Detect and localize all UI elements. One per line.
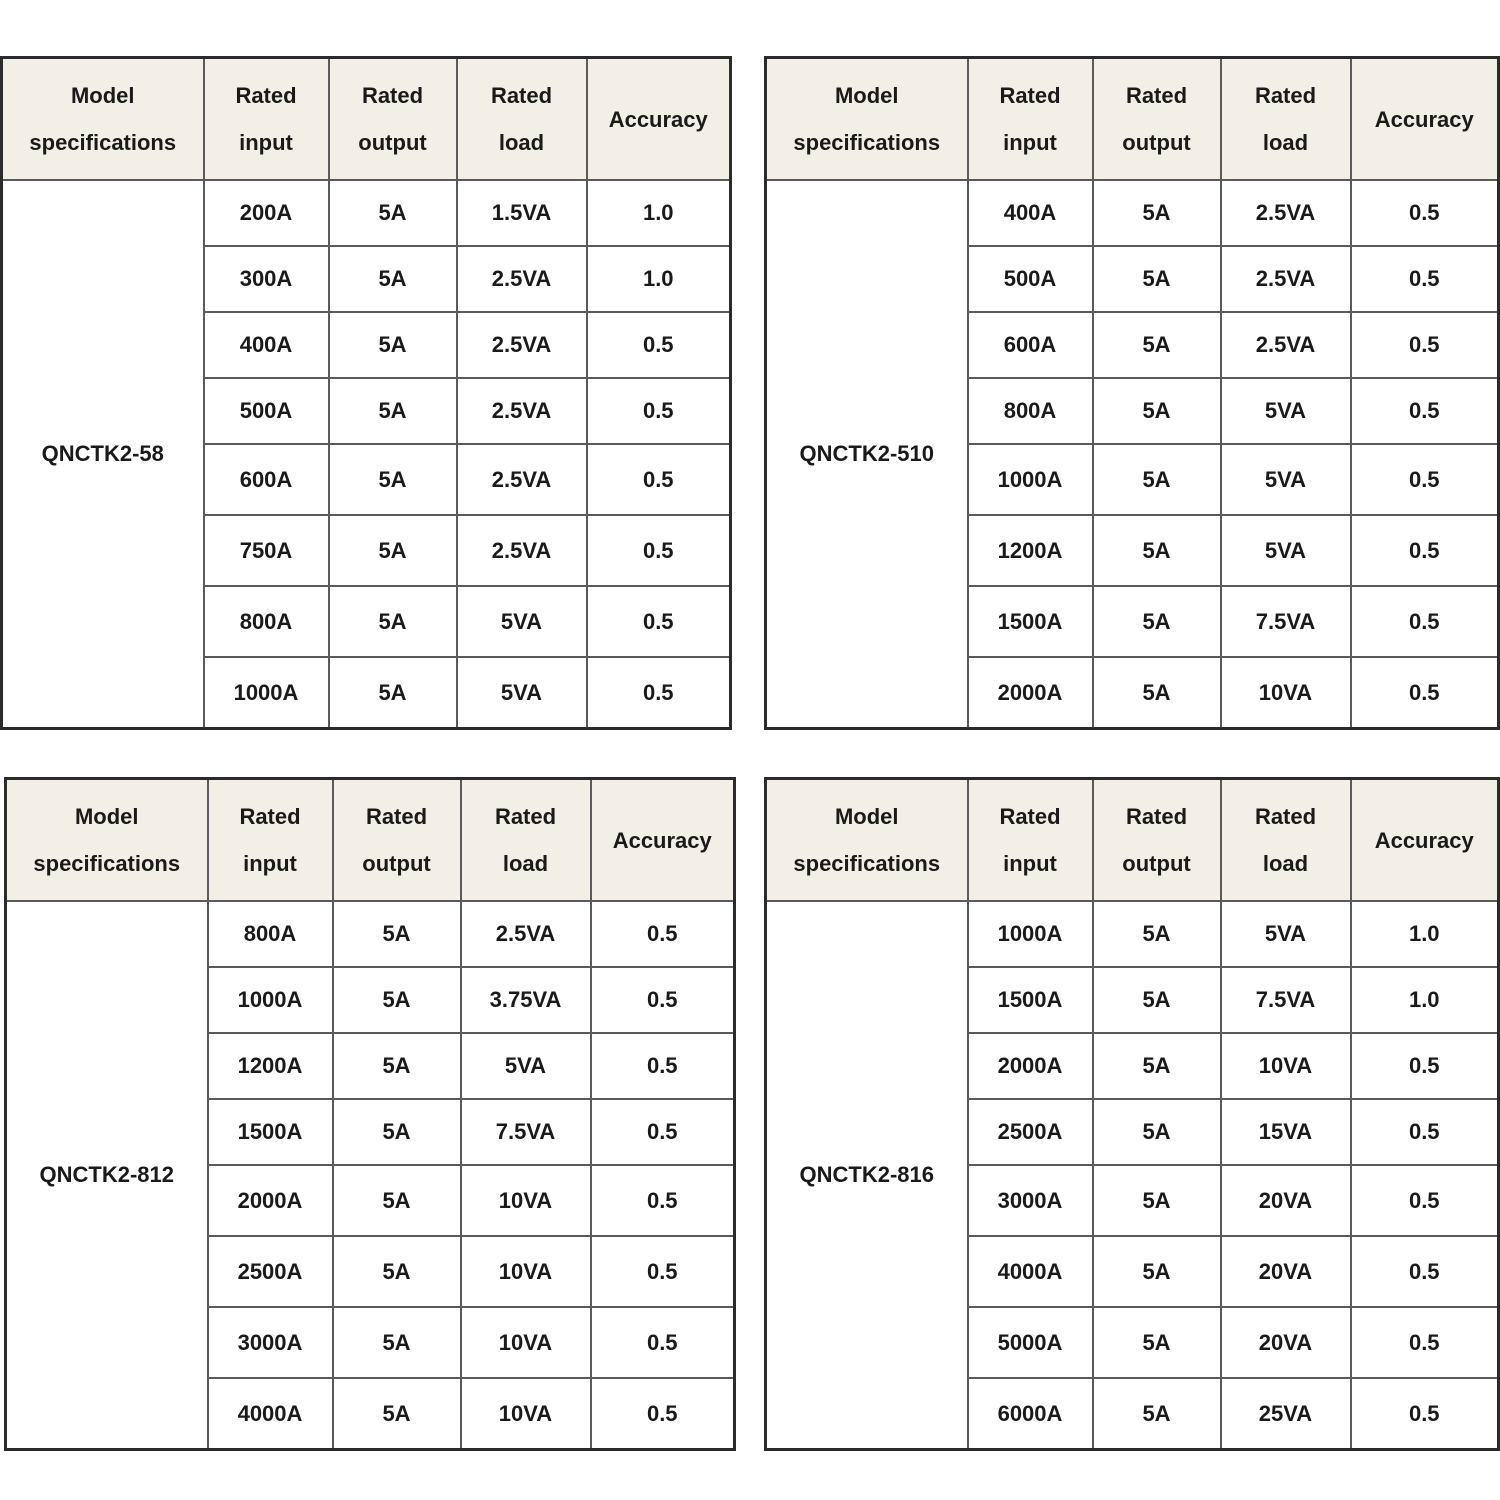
- header-rated-load: [461, 779, 591, 902]
- accuracy-cell: 0.5: [1351, 1099, 1499, 1165]
- spec-table: [764, 777, 1500, 1451]
- rated-output-cell: 5A: [333, 967, 461, 1033]
- rated-load-cell: 10VA: [461, 1165, 591, 1236]
- accuracy-cell: 0.5: [591, 1307, 735, 1378]
- accuracy-cell: 0.5: [587, 444, 731, 515]
- rated-load-cell: 2.5VA: [457, 444, 587, 515]
- rated-input-cell: 1500A: [208, 1099, 333, 1165]
- rated-input-cell: 1500A: [968, 967, 1093, 1033]
- rated-load-cell: 10VA: [1221, 657, 1351, 729]
- rated-load-cell: 20VA: [1221, 1165, 1351, 1236]
- header-model-line-2: specifications: [793, 130, 941, 155]
- rated-input-cell: 2000A: [208, 1165, 333, 1236]
- header-rated-output-line-2: output: [362, 851, 431, 876]
- rated-input-cell: 800A: [208, 901, 333, 967]
- header-model: [766, 58, 968, 181]
- header-rated-input-line-1: Rated: [999, 83, 1061, 108]
- header-rated-output-line-1: Rated: [1125, 804, 1188, 829]
- accuracy-cell: 0.5: [587, 378, 731, 444]
- rated-output-cell: 5A: [1093, 1236, 1221, 1307]
- rated-load-cell: 7.5VA: [1221, 586, 1351, 657]
- table-row: [6, 901, 735, 967]
- header-accuracy: [591, 779, 735, 902]
- header-model-line-1: Model: [834, 804, 899, 829]
- header-rated-load: [457, 58, 587, 181]
- rated-output-cell: 5A: [333, 1307, 461, 1378]
- accuracy-cell: 0.5: [1351, 586, 1499, 657]
- rated-output-cell: 5A: [1093, 1378, 1221, 1450]
- rated-load-cell: 5VA: [1221, 515, 1351, 586]
- rated-load-cell: 3.75VA: [461, 967, 591, 1033]
- rated-input-cell: 3000A: [208, 1307, 333, 1378]
- accuracy-cell: 0.5: [1351, 180, 1499, 246]
- header-row: [6, 779, 735, 902]
- rated-load-cell: 7.5VA: [461, 1099, 591, 1165]
- rated-load-cell: 2.5VA: [1221, 246, 1351, 312]
- accuracy-cell: 0.5: [1351, 1165, 1499, 1236]
- rated-input-cell: 600A: [204, 444, 329, 515]
- rated-input-cell: 1000A: [204, 657, 329, 729]
- rated-output-cell: 5A: [1093, 1033, 1221, 1099]
- header-rated-input-line-2: input: [1003, 851, 1057, 876]
- header-rated-output: [329, 58, 457, 181]
- rated-input-cell: 500A: [204, 378, 329, 444]
- rated-load-cell: 2.5VA: [457, 246, 587, 312]
- header-rated-output-line-1: Rated: [361, 83, 424, 108]
- rated-input-cell: 200A: [204, 180, 329, 246]
- accuracy-cell: 0.5: [1351, 312, 1499, 378]
- rated-output-cell: 5A: [1093, 378, 1221, 444]
- header-rated-load-line-1: Rated: [1254, 83, 1317, 108]
- rated-load-cell: 10VA: [461, 1378, 591, 1450]
- header-rated-input-line-2: input: [239, 130, 293, 155]
- rated-output-cell: 5A: [1093, 515, 1221, 586]
- rated-output-cell: 5A: [333, 1165, 461, 1236]
- model-name: QNCTK2-812: [6, 901, 208, 1450]
- accuracy-cell: 0.5: [591, 1033, 735, 1099]
- rated-load-cell: 20VA: [1221, 1236, 1351, 1307]
- rated-load-cell: 15VA: [1221, 1099, 1351, 1165]
- header-accuracy-line-1: Accuracy: [1374, 827, 1474, 853]
- rated-input-cell: 3000A: [968, 1165, 1093, 1236]
- rated-load-cell: 5VA: [457, 657, 587, 729]
- rated-input-cell: 800A: [968, 378, 1093, 444]
- rated-load-cell: 25VA: [1221, 1378, 1351, 1450]
- header-rated-output: [1093, 58, 1221, 181]
- header-row: [2, 58, 731, 181]
- rated-input-cell: 1200A: [968, 515, 1093, 586]
- header-rated-input-line-2: input: [243, 851, 297, 876]
- accuracy-cell: 1.0: [587, 180, 731, 246]
- header-rated-output-line-2: output: [1122, 851, 1191, 876]
- accuracy-cell: 0.5: [1351, 378, 1499, 444]
- rated-load-cell: 2.5VA: [461, 901, 591, 967]
- table-row: [766, 901, 1499, 967]
- rated-load-cell: 7.5VA: [1221, 967, 1351, 1033]
- rated-input-cell: 2500A: [968, 1099, 1093, 1165]
- rated-load-cell: 2.5VA: [1221, 180, 1351, 246]
- rated-output-cell: 5A: [1093, 1099, 1221, 1165]
- accuracy-cell: 0.5: [587, 657, 731, 729]
- header-accuracy: [1351, 58, 1499, 181]
- rated-output-cell: 5A: [329, 444, 457, 515]
- table-row: [2, 180, 731, 246]
- rated-output-cell: 5A: [1093, 312, 1221, 378]
- header-rated-output-line-2: output: [358, 130, 427, 155]
- rated-output-cell: 5A: [333, 901, 461, 967]
- spec-table: [0, 56, 732, 730]
- header-rated-output: [333, 779, 461, 902]
- rated-load-cell: 2.5VA: [457, 378, 587, 444]
- rated-load-cell: 5VA: [461, 1033, 591, 1099]
- rated-input-cell: 400A: [968, 180, 1093, 246]
- header-rated-load-line-2: load: [1262, 851, 1309, 876]
- accuracy-cell: 0.5: [1351, 246, 1499, 312]
- accuracy-cell: 0.5: [591, 901, 735, 967]
- rated-input-cell: 1500A: [968, 586, 1093, 657]
- header-rated-input-line-1: Rated: [235, 83, 297, 108]
- rated-output-cell: 5A: [1093, 901, 1221, 967]
- accuracy-cell: 0.5: [587, 515, 731, 586]
- header-rated-output-line-1: Rated: [365, 804, 428, 829]
- accuracy-cell: 0.5: [1351, 444, 1499, 515]
- rated-input-cell: 600A: [968, 312, 1093, 378]
- header-rated-load-line-2: load: [498, 130, 545, 155]
- rated-output-cell: 5A: [333, 1033, 461, 1099]
- header-rated-input-line-1: Rated: [239, 804, 301, 829]
- rated-input-cell: 1000A: [208, 967, 333, 1033]
- rated-output-cell: 5A: [1093, 1307, 1221, 1378]
- rated-input-cell: 400A: [204, 312, 329, 378]
- accuracy-cell: 0.5: [591, 1378, 735, 1450]
- rated-output-cell: 5A: [333, 1236, 461, 1307]
- rated-output-cell: 5A: [333, 1378, 461, 1450]
- header-rated-input-line-1: Rated: [999, 804, 1061, 829]
- header-rated-input: [968, 779, 1093, 902]
- accuracy-cell: 0.5: [1351, 1033, 1499, 1099]
- header-accuracy-line-1: Accuracy: [612, 827, 712, 853]
- rated-output-cell: 5A: [1093, 1165, 1221, 1236]
- rated-output-cell: 5A: [1093, 180, 1221, 246]
- model-name: QNCTK2-816: [766, 901, 968, 1450]
- header-rated-load-line-1: Rated: [1254, 804, 1317, 829]
- header-rated-input: [204, 58, 329, 181]
- accuracy-cell: 0.5: [1351, 1307, 1499, 1378]
- header-rated-load-line-1: Rated: [494, 804, 557, 829]
- rated-output-cell: 5A: [329, 312, 457, 378]
- rated-output-cell: 5A: [1093, 586, 1221, 657]
- rated-output-cell: 5A: [329, 378, 457, 444]
- accuracy-cell: 0.5: [1351, 1378, 1499, 1450]
- rated-output-cell: 5A: [1093, 967, 1221, 1033]
- header-model-line-1: Model: [834, 83, 899, 108]
- accuracy-cell: 0.5: [1351, 1236, 1499, 1307]
- rated-load-cell: 5VA: [1221, 444, 1351, 515]
- header-rated-input: [968, 58, 1093, 181]
- model-name: QNCTK2-58: [2, 180, 204, 729]
- accuracy-cell: 1.0: [1351, 967, 1499, 1033]
- header-rated-output-line-1: Rated: [1125, 83, 1188, 108]
- rated-load-cell: 2.5VA: [457, 515, 587, 586]
- rated-input-cell: 300A: [204, 246, 329, 312]
- header-accuracy: [587, 58, 731, 181]
- header-accuracy: [1351, 779, 1499, 902]
- header-accuracy-line-1: Accuracy: [608, 106, 708, 132]
- rated-output-cell: 5A: [1093, 444, 1221, 515]
- header-rated-load-line-1: Rated: [490, 83, 553, 108]
- accuracy-cell: 0.5: [1351, 515, 1499, 586]
- header-rated-input: [208, 779, 333, 902]
- header-row: [766, 58, 1499, 181]
- accuracy-cell: 1.0: [587, 246, 731, 312]
- rated-input-cell: 4000A: [208, 1378, 333, 1450]
- accuracy-cell: 0.5: [591, 1236, 735, 1307]
- accuracy-cell: 0.5: [1351, 657, 1499, 729]
- accuracy-cell: 0.5: [587, 312, 731, 378]
- rated-output-cell: 5A: [1093, 657, 1221, 729]
- rated-input-cell: 800A: [204, 586, 329, 657]
- accuracy-cell: 1.0: [1351, 901, 1499, 967]
- header-model: [2, 58, 204, 181]
- table-row: [766, 180, 1499, 246]
- accuracy-cell: 0.5: [587, 586, 731, 657]
- header-rated-load: [1221, 779, 1351, 902]
- model-name: QNCTK2-510: [766, 180, 968, 729]
- header-rated-load: [1221, 58, 1351, 181]
- accuracy-cell: 0.5: [591, 1099, 735, 1165]
- header-accuracy-line-1: Accuracy: [1374, 106, 1474, 132]
- header-model-line-2: specifications: [793, 851, 941, 876]
- header-model-line-1: Model: [70, 83, 135, 108]
- rated-output-cell: 5A: [329, 586, 457, 657]
- accuracy-cell: 0.5: [591, 1165, 735, 1236]
- rated-input-cell: 1000A: [968, 901, 1093, 967]
- rated-output-cell: 5A: [333, 1099, 461, 1165]
- spec-table: [764, 56, 1500, 730]
- rated-output-cell: 5A: [329, 180, 457, 246]
- rated-input-cell: 2000A: [968, 1033, 1093, 1099]
- rated-load-cell: 10VA: [1221, 1033, 1351, 1099]
- header-model-line-2: specifications: [33, 851, 181, 876]
- accuracy-cell: 0.5: [591, 967, 735, 1033]
- rated-load-cell: 1.5VA: [457, 180, 587, 246]
- rated-output-cell: 5A: [329, 246, 457, 312]
- header-rated-input-line-2: input: [1003, 130, 1057, 155]
- rated-input-cell: 1000A: [968, 444, 1093, 515]
- header-rated-load-line-2: load: [1262, 130, 1309, 155]
- header-rated-output: [1093, 779, 1221, 902]
- rated-input-cell: 2000A: [968, 657, 1093, 729]
- rated-output-cell: 5A: [1093, 246, 1221, 312]
- rated-output-cell: 5A: [329, 657, 457, 729]
- rated-input-cell: 2500A: [208, 1236, 333, 1307]
- rated-input-cell: 6000A: [968, 1378, 1093, 1450]
- rated-load-cell: 5VA: [457, 586, 587, 657]
- rated-load-cell: 10VA: [461, 1236, 591, 1307]
- rated-output-cell: 5A: [329, 515, 457, 586]
- rated-input-cell: 4000A: [968, 1236, 1093, 1307]
- header-model: [6, 779, 208, 902]
- rated-load-cell: 2.5VA: [457, 312, 587, 378]
- rated-input-cell: 750A: [204, 515, 329, 586]
- rated-load-cell: 5VA: [1221, 901, 1351, 967]
- header-row: [766, 779, 1499, 902]
- rated-load-cell: 5VA: [1221, 378, 1351, 444]
- rated-load-cell: 10VA: [461, 1307, 591, 1378]
- rated-input-cell: 500A: [968, 246, 1093, 312]
- rated-load-cell: 20VA: [1221, 1307, 1351, 1378]
- rated-input-cell: 5000A: [968, 1307, 1093, 1378]
- rated-load-cell: 2.5VA: [1221, 312, 1351, 378]
- rated-input-cell: 1200A: [208, 1033, 333, 1099]
- header-model: [766, 779, 968, 902]
- header-rated-output-line-2: output: [1122, 130, 1191, 155]
- header-model-line-2: specifications: [29, 130, 177, 155]
- header-model-line-1: Model: [74, 804, 139, 829]
- header-rated-load-line-2: load: [502, 851, 549, 876]
- spec-table: [4, 777, 736, 1451]
